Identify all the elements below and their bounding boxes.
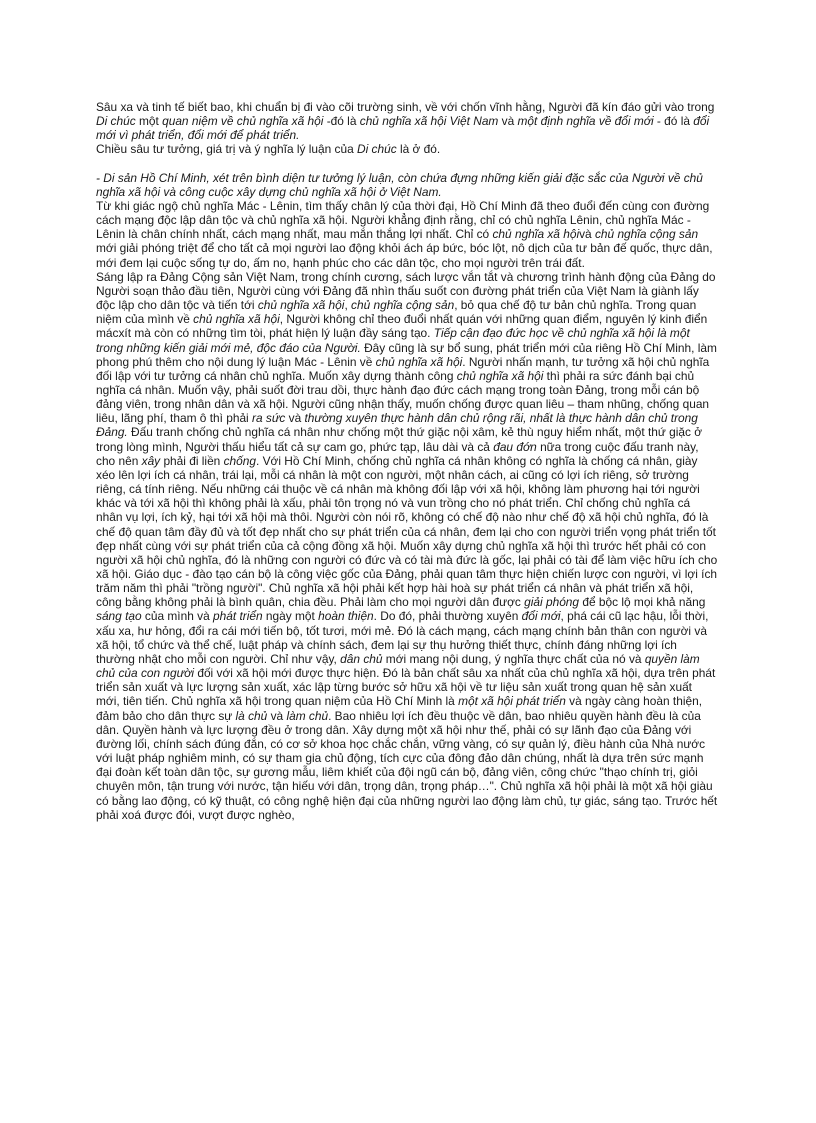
body-text: và ngày càng hoàn thiện, đảm bảo cho dân thực sự	[96, 694, 703, 723]
body-text: Sáng lập ra Đảng Cộng sản Việt Nam, trong chính cương, sách lược vắn tắt và chương trình hành động của Đảng do Người soạn thảo đầu tiên, Người cùng với Đảng đã nhìn thấu suốt con đường phát triển của Việt Nam là giành lấy độc lập cho dân tộc và tiến tới	[96, 269, 716, 313]
italic-text: là chủ	[235, 708, 268, 723]
body-text: thì phải ra sức đánh bại chủ nghĩa cá nhân. Muốn vậy, phải suốt đời trau dồi, thực hành đạo đức cách mạng trong toàn Đảng, trong mỗi cán bộ đảng viên, trong nhân dân và xã hội. Người cũng nhận thấy, muốn chống được quan liêu – tham nhũng, chống quan liêu, lãng phí, tham ô thì phải	[96, 368, 710, 426]
document-page	[96, 100, 718, 822]
italic-text: Di chúc	[96, 114, 136, 129]
italic-text: ra sức	[252, 411, 286, 426]
body-text: nữa trong cuộc đấu tranh này, cho nên	[96, 439, 699, 468]
italic-text: hoàn thiện	[318, 609, 374, 624]
italic-text: phát triển	[213, 609, 263, 624]
italic-text: chủ nghĩa xã hội	[375, 354, 463, 369]
body-text: của mình và	[141, 609, 214, 624]
body-text: . Người nhấn mạnh, tư tưởng xã hội chủ nghĩa đối lập với tư tưởng cá nhân chủ nghĩa. Muốn xây dựng thành công	[96, 354, 710, 383]
italic-text: chủ nghĩa xã hội Việt Nam	[359, 114, 499, 129]
paragraph-depth	[96, 142, 718, 156]
italic-text: đổi mới	[521, 609, 561, 624]
body-text: một	[135, 114, 163, 129]
italic-text: chủ nghĩa xã hội	[257, 298, 345, 313]
body-text: là ở đó.	[396, 142, 441, 157]
body-text: . Bao nhiêu lợi ích đều thuộc về dân, bao nhiêu quyền hành đều là của dân. Quyền hành và lực lượng đều ở trong dân. Xây dựng một xã hội như thế, phải có sự lãnh đạo của Đảng với đường lối, chính sách đúng đắn, có cơ sở khoa học chắc chắn, vững vàng, có sự quản lý, điều hành của Nhà nước với luật pháp nghiêm minh, có sự tham gia chủ động, tích cực của đông đảo dân chúng, nhất là dựa trên sức mạnh đại đoàn kết toàn dân tộc, sự gương mẫu, liêm khiết của đội ngũ cán bộ, đảng viên, công chức "thạo chính trị, giỏi chuyên môn, tận trung với nước, tận hiếu với dân, trọng dân, trọng pháp…". Chủ nghĩa xã hội phải là một xã hội giàu có bằng lao động, có kỹ thuật, có công nghệ hiện đại của những người lao động làm chủ, tự giác, sáng tạo. Trước hết phải xoá được đói, vượt được nghèo,	[96, 708, 718, 822]
body-text: mới giải phóng triệt để cho tất cả mọi người lao động khỏi ách áp bức, bóc lột, nô dịch của tư bản đế quốc, thực dân, mới đem lại cuộc sống tự do, ấm no, hạnh phúc cho các dân tộc, cho mọi người trên trái đất.	[96, 241, 713, 270]
body-text: và	[285, 411, 305, 426]
italic-text: đau đớn	[493, 439, 537, 454]
italic-text: giải phóng	[524, 595, 580, 610]
paragraph-spacer	[96, 157, 718, 171]
italic-text: quan niệm về chủ nghĩa xã hội	[162, 114, 324, 129]
body-text: đối với xã hội mới được thực hiện. Đó là bản chất sâu xa nhất của chủ nghĩa xã hội, dựa trên phát triển sản xuất và lực lượng sản xuất, xác lập từng bước sở hữu xã hội về tư liệu sản xuất trong quan hệ sản xuất mới, tiên tiến. Chủ nghĩa xã hội trong quan niệm của Hồ Chí Minh là	[96, 666, 716, 709]
body-text: Từ khi giác ngộ chủ nghĩa Mác - Lênin, tìm thấy chân lý của thời đại, Hồ Chí Minh đã theo đuổi đến cùng con đường cách mạng độc lập dân tộc và chủ nghĩa xã hội. Người khẳng định rằng, chỉ có chủ nghĩa Lênin, chủ nghĩa Mác - Lênin là chân chính nhất, cách mạng nhất, mau mắn thắng lợi nhất. Chỉ có	[96, 198, 710, 242]
paragraph-heading	[96, 171, 718, 199]
paragraph-p2	[96, 270, 718, 822]
body-text: để bộc lộ mọi khả năng	[579, 595, 706, 610]
italic-text: chủ nghĩa xã hội	[193, 312, 280, 327]
italic-text: xây	[141, 453, 161, 468]
body-text: ngày một	[262, 609, 319, 624]
paragraph-p1	[96, 199, 718, 270]
body-text: Đấu tranh chống chủ nghĩa cá nhân như chống một thứ giặc nội xâm, kẻ thù nguy hiểm nhất, một thứ giặc ở trong lòng mình, Người thấu hiểu tất cả sự cam go, phức tạp, lâu dài và cả	[96, 425, 703, 454]
body-text: và	[498, 114, 518, 129]
body-text: , Người không chỉ theo đuổi nhất quán với những quan điểm, nguyên lý kinh điển mácxít mà còn có những tìm tòi, phát hiện lý luận đầy sáng tạo.	[96, 312, 708, 341]
body-text: Chiều sâu tư tưởng, giá trị và ý nghĩa lý luận của	[96, 142, 358, 157]
italic-text: chủ nghĩa cộng sản	[351, 298, 455, 313]
body-text: . Với Hồ Chí Minh, chống chủ nghĩa cá nhân không có nghĩa là chống cá nhân, giày xéo lên lợi ích cá nhân, trái lại, mỗi cá nhân là một con người, một nhân cách, ai cũng có lợi ích riêng, sở trường riêng, cá tính riêng. Nếu những cái thuộc về cá nhân mà không đối lập với xã hội, không làm phương hại tới người khác và tới xã hội thì không phải là xấu, phải tôn trọng nó và vun trồng cho nó phát triển. Chỉ chống chủ nghĩa cá nhân vụ lợi, ích kỷ, hại tới xã hội mà thôi. Người còn nói rõ, không có chế độ nào như chế độ xã hội chủ nghĩa, đó là chế độ quan tâm đầy đủ và tốt đẹp nhất cho sự phát triển của cá nhân, đem lại cho con người triển vọng phát triển tốt đẹp nhất cùng với sự phát triển của cả cộng đồng xã hội. Muốn xây dựng chủ nghĩa xã hội thì trước hết phải có con người xã hội chủ nghĩa, đó là những con người có đức và có tài mà đức là gốc, lại phải có tài để làm việc hữu ích cho xã hội. Giáo dục - đào tạo cán bộ là công việc gốc của Đảng, phải quan tâm thực hiện chiến lược con người, vì lợi ích trăm năm thì phải "trồng người". Chủ nghĩa xã hội phải kết hợp hài hoà sự phát triển cá nhân và phát triển xã hội, công bằng không phải là bình quân, chia đều. Phải làm cho mọi người dân được	[96, 453, 718, 610]
italic-text: một định nghĩa về đổi mới	[517, 114, 654, 129]
italic-text: chống	[223, 453, 257, 468]
italic-text: - Di sản Hồ Chí Minh, xét trên bình diện tư tưởng lý luận, còn chứa đựng những kiến giải đặc sắc của Người về chủ nghĩa xã hội và công cuộc xây dựng chủ nghĩa xã hội ở Việt Nam.	[96, 170, 703, 199]
italic-text: một xã hội phát triển	[458, 694, 566, 709]
italic-text: Di chúc	[357, 142, 397, 157]
body-text: . Do đó, phải thường xuyên	[373, 609, 522, 624]
body-text: và	[267, 708, 287, 723]
body-text: -đó là	[323, 114, 360, 129]
italic-text: chủ nghĩa xã hội	[456, 368, 544, 383]
italic-text: thường xuyên thực hành dân chủ rộng rãi, nhất là thực hành dân chủ trong Đảng.	[96, 411, 698, 440]
italic-text: quyền làm chủ của con người	[96, 651, 700, 681]
italic-text: chủ nghĩa xã hội	[492, 227, 580, 242]
body-text: , phá cái cũ lạc hậu, lỗi thời, xấu xa, hư hỏng, đổi ra cái mới tiến bộ, tốt tươi, mới mẻ. Đó là cách mạng, cách mạng chính bản thân con người và xã hội, tổ chức và thể chế, luật pháp và chính sách, đem lại sự thụ hưởng thiết thực, chính đáng những lợi ích thường nhật cho mỗi con người. Chỉ như vậy,	[96, 609, 709, 666]
body-text: ,	[344, 298, 352, 313]
body-text: phải đi liền	[160, 453, 224, 468]
paragraph-intro	[96, 100, 718, 142]
italic-text: làm chủ	[286, 708, 329, 723]
body-text: Sâu xa và tinh tế biết bao, khi chuẩn bị đi vào cõi trường sinh, về với chốn vĩnh hằng, Người đã kín đáo gửi vào trong	[96, 100, 715, 114]
italic-text: chủ nghĩa cộng sản	[594, 227, 699, 242]
body-text: Đây cũng là sự bổ sung, phát triển mới của riêng Hồ Chí Minh, làm phong phú thêm cho nội dung lý luận Mác - Lênin về	[96, 340, 717, 369]
italic-text: dân chủ	[340, 651, 383, 666]
italic-text: Tiếp cận đạo đức học về chủ nghĩa xã hội là một trong những kiến giải mới mẻ, độc đáo của Người.	[96, 326, 690, 355]
italic-text: sáng tạo	[96, 609, 142, 624]
body-text: , bỏ qua chế độ tư bản chủ nghĩa. Trong quan niệm của mình về	[96, 298, 697, 327]
body-text: - đó là	[653, 114, 694, 129]
body-text: mới mang nội dung, ý nghĩa thực chất của nó và	[382, 651, 645, 666]
italic-text: đổi mới vì phát triển, đổi mới để phát triển.	[96, 114, 710, 143]
body-text: và	[579, 227, 595, 242]
